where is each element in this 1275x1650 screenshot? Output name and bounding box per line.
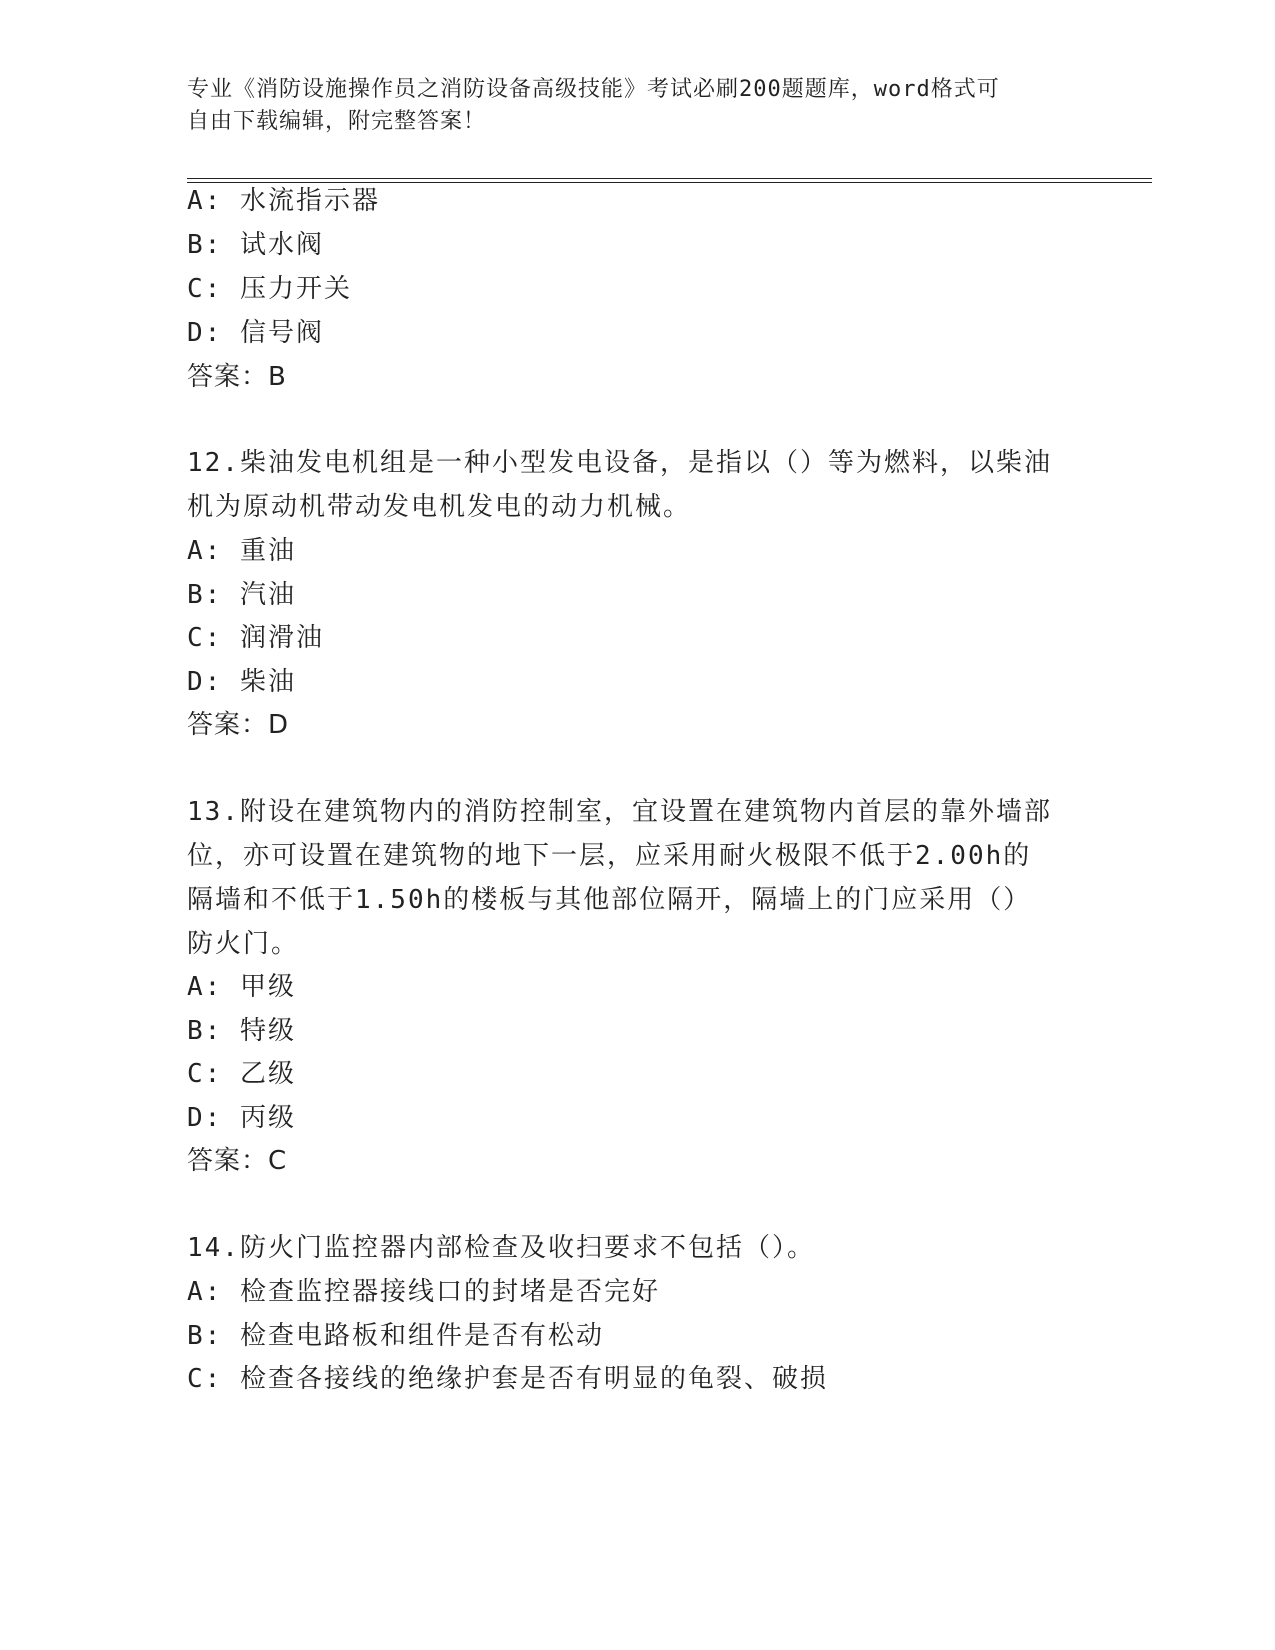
q12-option-a: A: 重油 [187, 536, 296, 566]
q14-option-b: B: 检查电路板和组件是否有松动 [187, 1321, 604, 1351]
q13-option-c: C: 乙级 [187, 1059, 296, 1089]
document-header [187, 74, 1067, 138]
q11-option-a: A: 水流指示器 [187, 186, 380, 216]
q11-option-b: B: 试水阀 [187, 230, 324, 260]
q12-option-d: D: 柴油 [187, 667, 296, 697]
q12-stem-line-1: 12.柴油发电机组是一种小型发电设备，是指以（）等为燃料，以柴油 [187, 448, 1052, 478]
header-line-1: 专业《消防设施操作员之消防设备高级技能》考试必刷200题题库，word格式可 [187, 77, 1000, 102]
q13-stem-line-1: 13.附设在建筑物内的消防控制室，宜设置在建筑物内首层的靠外墙部 [187, 797, 1052, 827]
q12-option-b: B: 汽油 [187, 580, 296, 610]
header-line-2: 自由下载编辑，附完整答案！ [187, 109, 487, 134]
q14-option-c: C: 检查各接线的绝缘护套是否有明显的龟裂、破损 [187, 1364, 828, 1394]
q12-stem-line-2: 机为原动机带动发电机发电的动力机械。 [187, 492, 692, 522]
q13-option-d: D: 丙级 [187, 1103, 296, 1133]
q13-stem-line-2: 位，亦可设置在建筑物的地下一层，应采用耐火极限不低于2.00h的 [187, 841, 1032, 871]
q14-option-a: A: 检查监控器接线口的封堵是否完好 [187, 1277, 660, 1307]
q13-option-b: B: 特级 [187, 1016, 296, 1046]
q11-option-c: C: 压力开关 [187, 274, 352, 304]
q13-stem-line-4: 防火门。 [187, 929, 300, 959]
q13-option-a: A: 甲级 [187, 972, 296, 1002]
q12-answer: 答案：D [187, 710, 290, 740]
q12-option-c: C: 润滑油 [187, 623, 324, 653]
q13-answer: 答案：C [187, 1146, 288, 1176]
q13-stem-line-3: 隔墙和不低于1.50h的楼板与其他部位隔开，隔墙上的门应采用（） [187, 885, 1032, 915]
q11-option-d: D: 信号阀 [187, 318, 324, 348]
q11-answer: 答案：B [187, 362, 287, 392]
q14-stem-line-1: 14.防火门监控器内部检查及收扫要求不包括（）。 [187, 1233, 815, 1263]
header-divider [187, 178, 1152, 183]
